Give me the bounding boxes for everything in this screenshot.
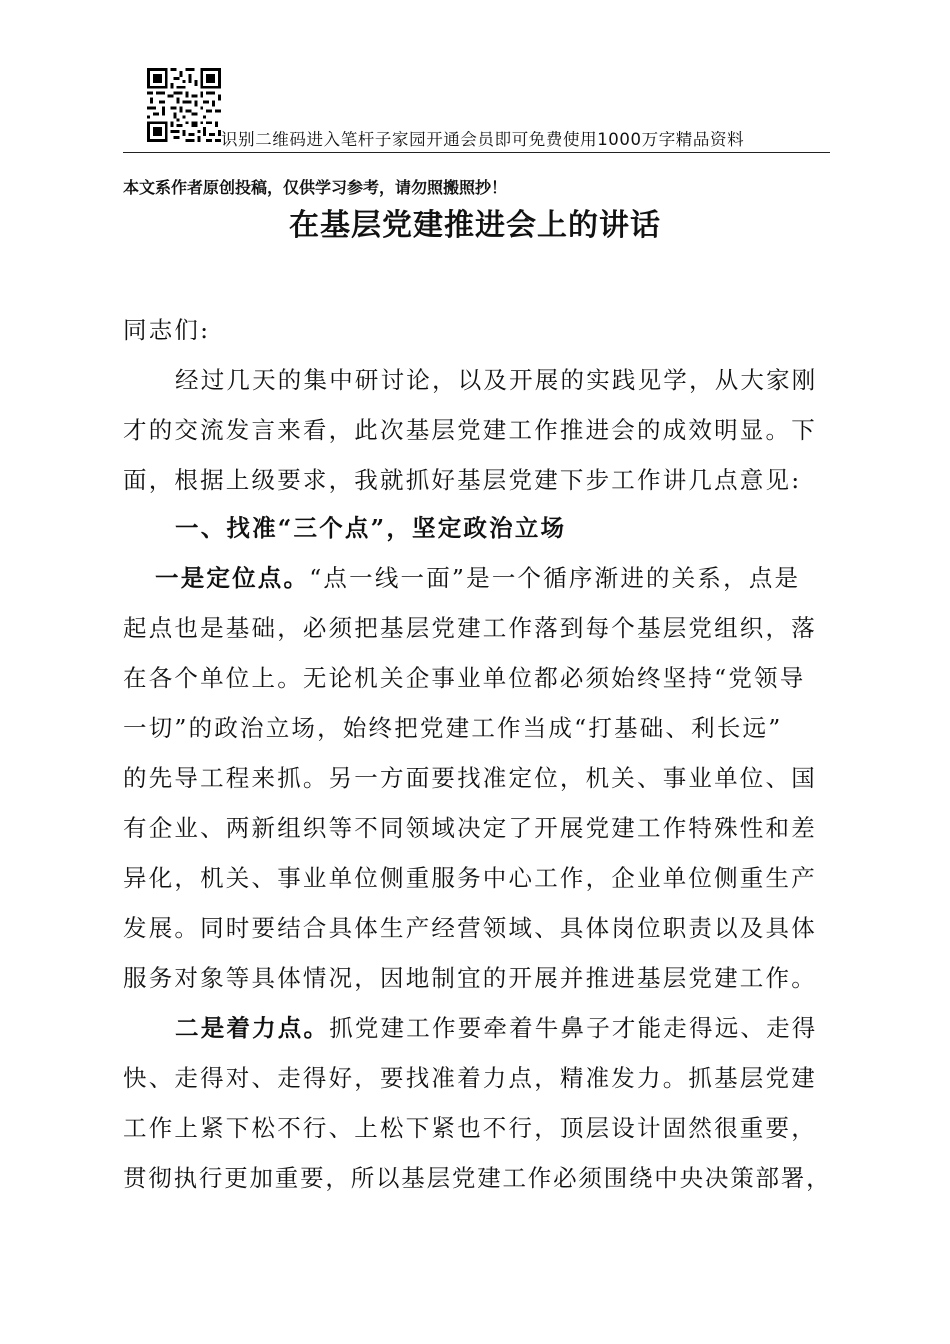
point2-line-3: 工作上紧下松不行、上松下紧也不行，顶层设计固然很重要， [123, 1114, 817, 1142]
point2-first-line-text: 抓党建工作要牵着牛鼻子才能走得远、走得 [329, 1014, 818, 1042]
intro-line-2: 才的交流发言来看，此次基层党建工作推进会的成效明显。下 [123, 416, 817, 444]
point1-first-line [155, 563, 800, 593]
point1-line-9: 服务对象等具体情况，因地制宜的开展并推进基层党建工作。 [123, 964, 817, 992]
intro-line-1: 经过几天的集中研讨论，以及开展的实践见学，从大家刚 [175, 366, 818, 394]
point1-first-line-text: “点一线一面”是一个循序渐进的关系，点是 [309, 564, 801, 592]
point2-line-2: 快、走得对、走得好，要找准着力点，精准发力。抓基层党建 [123, 1064, 817, 1092]
document-title: 在基层党建推进会上的讲话 [289, 208, 661, 243]
point2-label: 二是着力点。 [175, 1014, 330, 1042]
point1-line-2: 起点也是基础，必须把基层党建工作落到每个基层党组织，落 [123, 614, 817, 642]
copyright-notice: 本文系作者原创投稿，仅供学习参考，请勿照搬照抄！ [123, 178, 508, 197]
point1-line-8: 发展。同时要结合具体生产经营领域、具体岗位职责以及具体 [123, 914, 817, 942]
greeting: 同志们: [123, 316, 211, 344]
point1-line-3: 在各个单位上。无论机关企事业单位都必须始终坚持“党领导 [123, 664, 806, 692]
document-header [123, 68, 830, 153]
point2-first-line [175, 1013, 818, 1043]
qr-code-icon[interactable] [147, 68, 221, 142]
point1-label: 一是定位点。 [155, 564, 310, 592]
point1-line-7: 异化，机关、事业单位侧重服务中心工作，企业单位侧重生产 [123, 864, 817, 892]
intro-line-3: 面，根据上级要求，我就抓好基层党建下步工作讲几点意见: [123, 466, 802, 494]
section-heading-1: 一、找准“三个点”，坚定政治立场 [175, 514, 567, 542]
header-banner-text: 识别二维码进入笔杆子家园开通会员即可免费使用1000万字精品资料 [221, 130, 745, 149]
point1-line-6: 有企业、两新组织等不同领域决定了开展党建工作特殊性和差 [123, 814, 817, 842]
point1-line-5: 的先导工程来抓。另一方面要找准定位，机关、事业单位、国 [123, 764, 817, 792]
point2-line-4: 贯彻执行更加重要，所以基层党建工作必须围绕中央决策部署， [123, 1164, 832, 1192]
point1-line-4: 一切”的政治立场，始终把党建工作当成“打基础、利长远” [123, 714, 783, 742]
